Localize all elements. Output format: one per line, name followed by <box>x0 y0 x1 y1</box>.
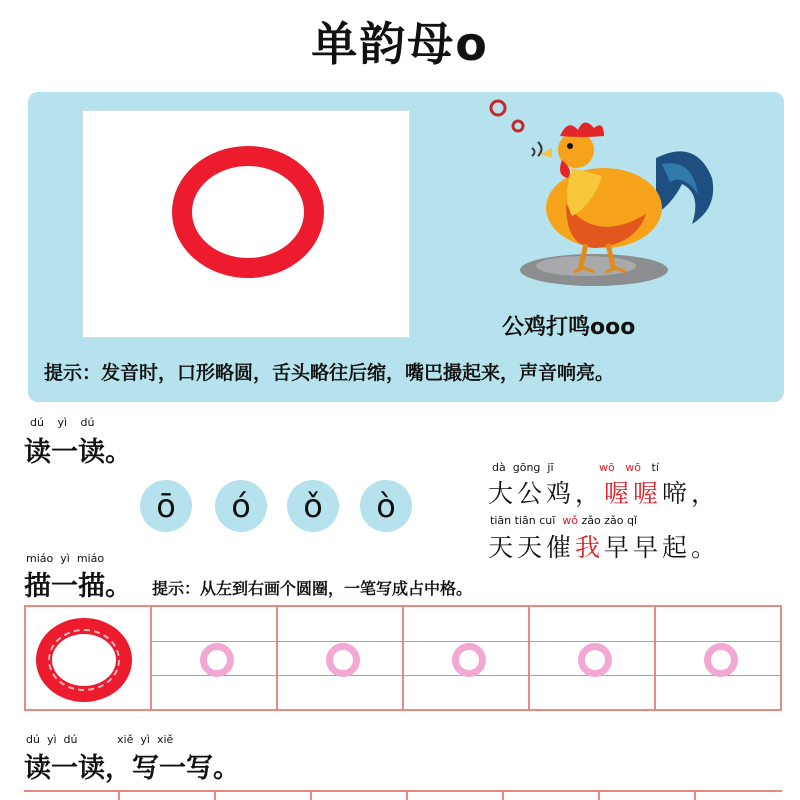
trace-o-5[interactable] <box>704 643 738 677</box>
writing-grid-top <box>24 790 782 800</box>
stroke-guide <box>48 629 120 691</box>
picture-caption: 公鸡打鸣ooo <box>502 315 636 340</box>
rhyme-line1: 大公鸡，喔喔啼， <box>488 479 721 508</box>
trace-o-4[interactable] <box>578 643 612 677</box>
sound-o-1 <box>491 101 505 115</box>
trace-o-3[interactable] <box>452 643 486 677</box>
pronunciation-hint: 提示：发音时，口形略圆，舌头略往后缩，嘴巴撮起来，声音响亮。 <box>44 362 615 384</box>
rooster-illustration <box>486 94 722 304</box>
tone-circle-1: ō <box>140 480 192 532</box>
big-letter-o <box>172 146 324 278</box>
trace-o-2[interactable] <box>326 643 360 677</box>
tone-circle-4: ò <box>360 480 412 532</box>
sound-o-2 <box>513 121 523 131</box>
section-trace-heading: 描一描。 <box>24 571 132 602</box>
section-trace-pinyin: miáo yì miáo <box>26 552 105 565</box>
rhyme-line2-pinyin: tiān tiān cuī wǒ zǎo zǎo qǐ <box>490 514 638 527</box>
tone-circle-2: ó <box>215 480 267 532</box>
rhyme-line1-pinyin: dà gōng jī wō wō tí <box>492 461 659 474</box>
section-write-heading: 读一读，写一写。 <box>24 753 240 784</box>
tone-circle-3: ǒ <box>287 480 339 532</box>
tracing-grid <box>24 605 782 711</box>
page-title: 单韵母o <box>311 17 489 71</box>
section-read-pinyin: dú yì dú <box>30 416 95 429</box>
section-write-pinyin: dú yì dú xiě yì xiě <box>26 733 174 746</box>
rhyme-line2: 天天催我早早起。 <box>488 533 721 562</box>
section-read-heading: 读一读。 <box>24 437 132 468</box>
trace-hint: 提示：从左到右画个圆圈，一笔写成占中格。 <box>152 579 473 598</box>
trace-o-1[interactable] <box>200 643 234 677</box>
